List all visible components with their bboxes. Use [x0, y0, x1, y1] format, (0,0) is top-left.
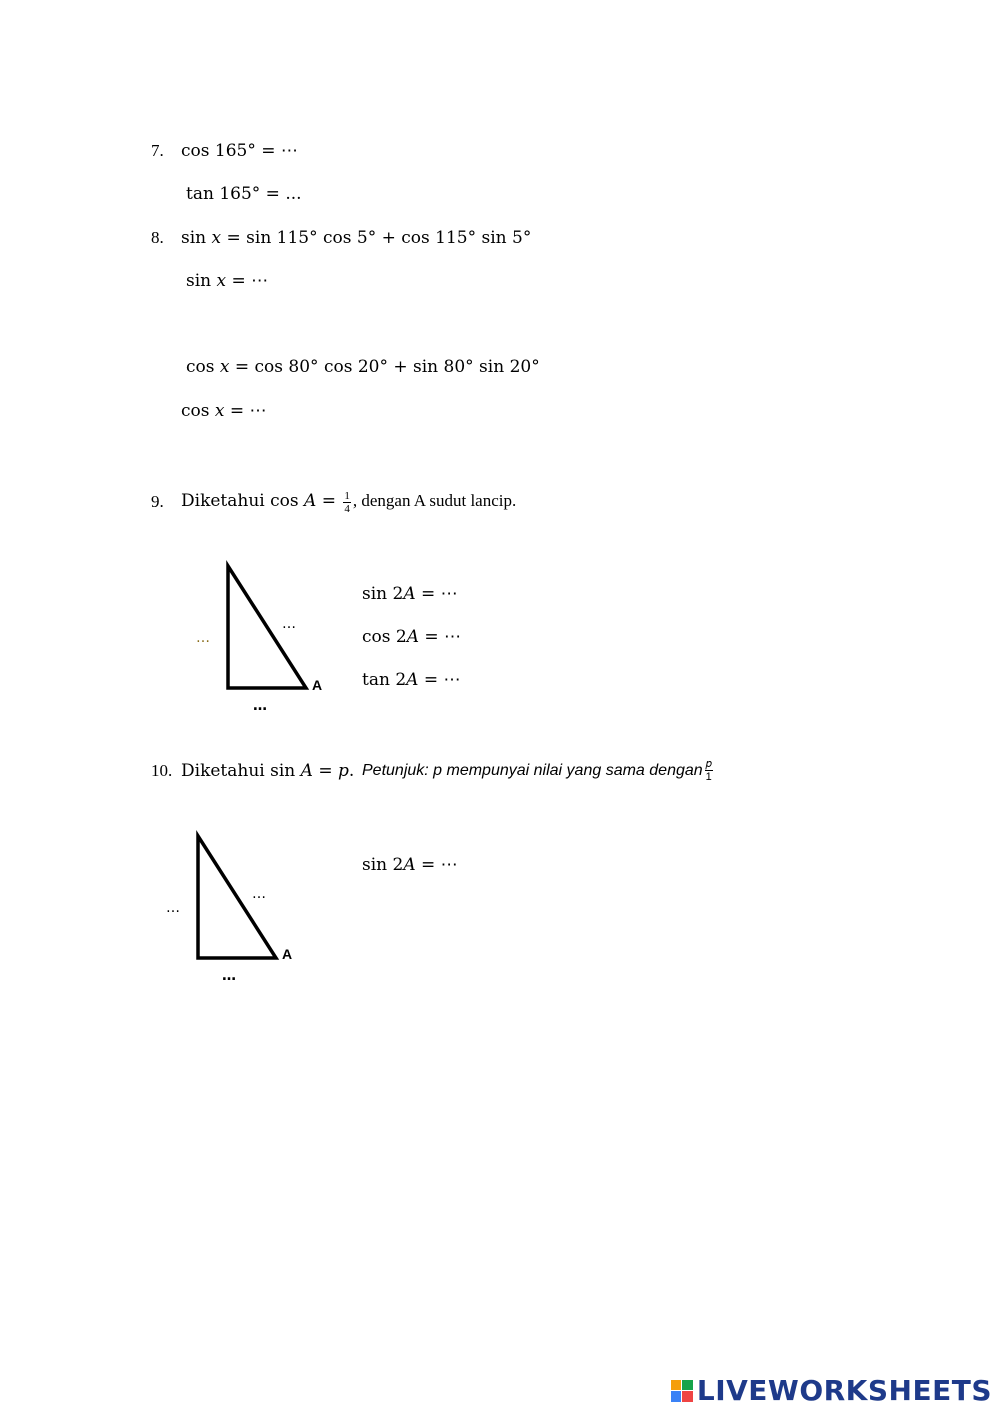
- q10-triangle: [0, 0, 400, 1000]
- logo-wordmark: LIVEWORKSHEETS: [696, 1374, 992, 1407]
- q9-left-side-label: …: [196, 630, 210, 646]
- q10-hint: [362, 755, 715, 787]
- q7-cos-line: cos 165° = ⋯: [181, 141, 298, 161]
- q7-tan-line: tan 165° = ...: [186, 184, 302, 204]
- q9-prefix: Diketahui cos 𝐴 =: [181, 491, 342, 511]
- q10-frac-num: 𝑝: [705, 758, 712, 771]
- q10-sin2a: sin 2𝐴 = ⋯: [362, 855, 458, 875]
- logo-mark-icon: [671, 1380, 693, 1402]
- q9-frac-num: 1: [344, 489, 350, 502]
- q10-bottom-side-label: …: [222, 968, 236, 984]
- q10-fraction: [705, 758, 713, 783]
- q10-hint-text: Petunjuk: p mempunyai nilai yang sama dengan: [362, 762, 703, 779]
- q9-hypotenuse-label: …: [282, 616, 296, 632]
- q9-cos2a: cos 2𝐴 = ⋯: [362, 627, 462, 647]
- q8-cos-formula: cos 𝑥 = cos 80° cos 20° + sin 80° sin 20°: [186, 357, 540, 377]
- q9-number: 9.: [151, 492, 164, 511]
- q10-angle-label: A: [282, 946, 293, 962]
- q9-sin2a: sin 2𝐴 = ⋯: [362, 584, 458, 604]
- q9-tan2a: tan 2𝐴 = ⋯: [362, 670, 461, 690]
- liveworksheets-logo: [671, 1374, 992, 1407]
- q9-angle-label: A: [312, 677, 323, 693]
- q9-suffix: , dengan A sudut lancip.: [352, 491, 517, 510]
- q8-number: 8.: [151, 228, 164, 247]
- q9-bottom-side-label: …: [253, 698, 267, 714]
- q8-sin-formula: sin 𝑥 = sin 115° cos 5° + cos 115° sin 5°: [181, 228, 532, 248]
- q10-hypotenuse-label: …: [252, 886, 266, 902]
- q8-sin-answer: sin 𝑥 = ⋯: [186, 271, 269, 291]
- q10-left-side-label: …: [166, 900, 180, 916]
- q10-statement: Diketahui sin 𝐴 = 𝑝.: [181, 761, 355, 781]
- q10-frac-den: 1: [705, 771, 712, 784]
- q9-frac-den: 4: [344, 502, 350, 515]
- q10-number: 10.: [151, 761, 173, 780]
- q7-number: 7.: [151, 141, 164, 160]
- q8-cos-answer: cos 𝑥 = ⋯: [181, 401, 267, 421]
